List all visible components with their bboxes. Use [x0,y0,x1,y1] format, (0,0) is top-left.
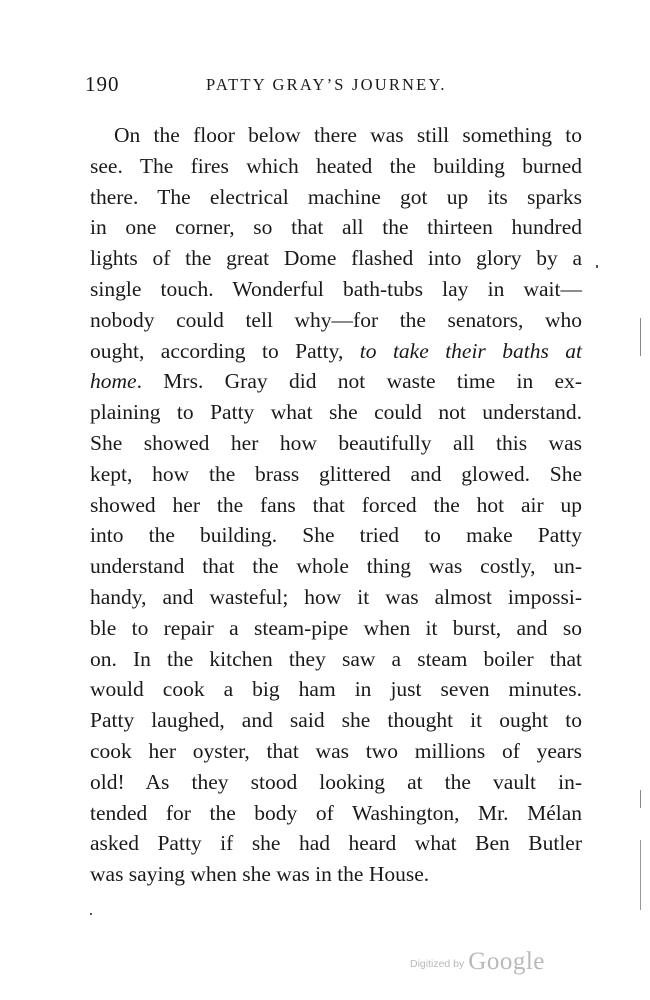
italic-phrase: home [90,369,137,394]
text-line: kept, how the brass glittered and glowed. She [90,461,582,486]
line-segment: ought, according to Patty, [90,338,360,363]
running-head [85,72,580,100]
text-line: cook her oyster, that was two millions of years [90,738,582,763]
text-line: would cook a big ham in just seven minutes. [90,677,582,702]
text-line: On the floor below there was still something to [114,123,582,147]
text-line: handy, and wasteful; how it was almost impossi- [90,584,582,609]
google-logo: Google [468,948,545,975]
text-line: showed her the fans that forced the hot air up [90,492,582,517]
text-line: She showed her how beautifully all this was [90,430,582,455]
text-line [90,366,582,397]
text-line: there. The electrical machine got up its sparks [90,184,582,209]
text-line: nobody could tell why—for the senators, who [90,307,582,332]
watermark-prefix: Digitized by [410,958,465,970]
text-line: Patty laughed, and said she thought it ought to [90,708,582,733]
text-line: into the building. She tried to make Patty [90,523,582,548]
text-line: on. In the kitchen they saw a steam boiler that [90,646,582,671]
margin-mark [640,318,641,356]
italic-phrase: to take their baths at [359,338,582,363]
text-line: ble to repair a steam-pipe when it burst, and so [90,615,582,640]
body-text [90,120,582,890]
page-number: 190 [85,72,120,96]
text-line: see. The fires which heated the building burned [90,153,582,178]
margin-mark [640,790,641,808]
text-line: lights of the great Dome flashed into glory by a [90,246,582,271]
margin-mark [90,913,92,915]
text-line: was saying when she was in the House. [90,862,430,887]
text-line: in one corner, so that all the thirteen hundred [90,215,582,240]
margin-mark [640,840,641,910]
text-line: old! As they stood looking at the vault in- [90,769,582,794]
text-line [90,336,582,367]
running-title: PATTY GRAY’S JOURNEY. [206,75,447,94]
digitized-by-google-watermark [410,948,550,978]
text-line: understand that the whole thing was costly, un- [90,554,582,579]
margin-mark [596,265,598,268]
text-line: asked Patty if she had heard what Ben Butler [90,831,582,856]
text-line: single touch. Wonderful bath-tubs lay in wait— [90,276,582,301]
text-line: tended for the body of Washington, Mr. Mélan [90,800,582,825]
text-line: plaining to Patty what she could not understand. [90,400,582,425]
line-segment: . Mrs. Gray did not waste time in ex- [136,369,582,394]
